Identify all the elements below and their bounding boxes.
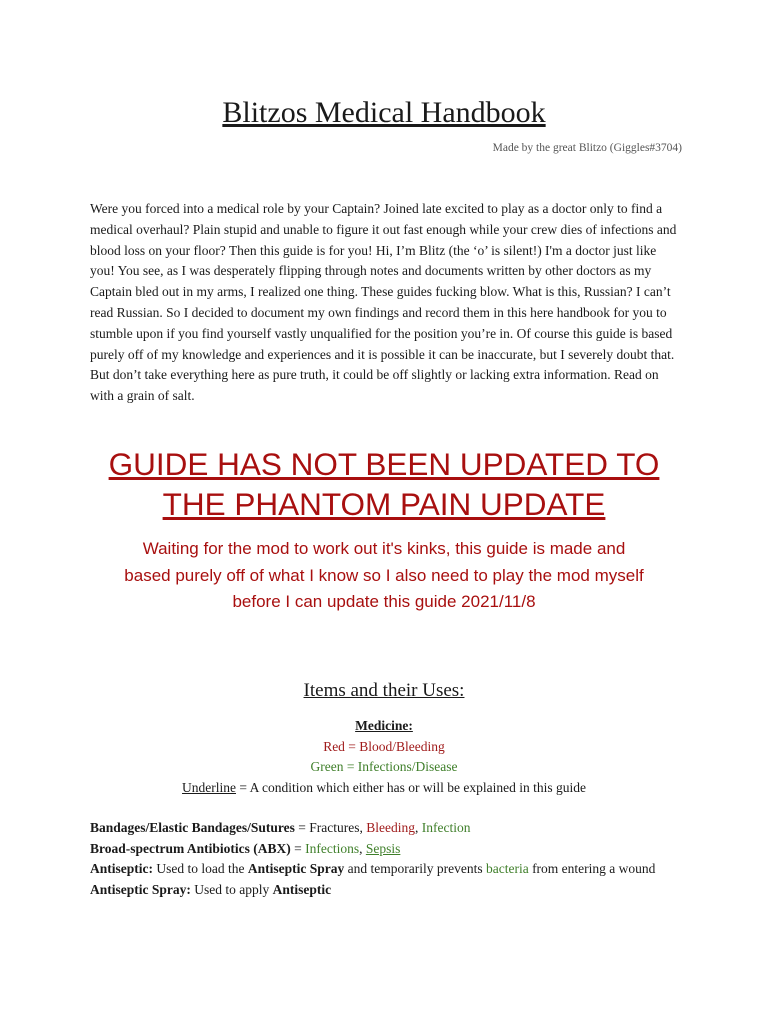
legend-underline-word: Underline: [182, 779, 237, 795]
legend-underline-text: = A condition which either has or will be explained in this guide: [236, 779, 586, 795]
item-entry: [90, 880, 690, 901]
update-warning-heading: [0, 444, 768, 524]
warning-heading-line-2: THE PHANTOM PAIN UPDATE: [162, 486, 606, 522]
color-legend: [0, 716, 768, 798]
legend-red: Red = Blood/Bleeding: [323, 738, 445, 754]
item-description-part: from entering a wound: [528, 861, 656, 876]
warning-note-line-2: based purely off of what I know so I also need to play the mod myself: [124, 565, 644, 585]
warning-heading-line-1: GUIDE HAS NOT BEEN UPDATED TO: [108, 446, 660, 482]
item-name: Bandages/Elastic Bandages/Sutures: [90, 820, 295, 835]
items-section-title: Items and their Uses:: [303, 680, 465, 701]
intro-paragraph: Were you forced into a medical role by your Captain? Joined late excited to play as a doctor only to find a medical overhaul? Plain stupid and unable to figure it out fast enough while your crew dies of infections and blood loss on your floor? Then this guide is for you! Hi, I’m Blitz (the ‘o’ is silent!) I'm a doctor just like you! You see, as I was desperately flipping through notes and documents written by other doctors as my Captain bled out in my arms, I realized one thing. These guides fucking blow. What is this, Russian? I can’t read Russian. So I decided to document my own findings and record them in this here handbook for you to stumble upon if you find yourself vastly unqualified for the position you’re in. Of course this guide is based purely off of my knowledge and experiences and it is possible it can be inaccurate, but I severely doubt that. But don’t take everything here as pure truth, it could be off slightly or lacking extra information. Read on with a grain of salt.: [90, 201, 677, 404]
item-description-part: Bleeding: [366, 820, 416, 835]
item-separator: =: [294, 820, 310, 835]
item-entry: [90, 839, 690, 860]
item-description-part: and temporarily prevents: [344, 861, 486, 876]
item-description-part: Fractures,: [309, 820, 367, 835]
legend-heading: Medicine:: [355, 718, 413, 733]
legend-underline: [0, 778, 768, 799]
item-description-part: Infections: [305, 840, 360, 856]
warning-note-line-3: before I can update this guide 2021/11/8: [232, 592, 536, 611]
author-byline: Made by the great Blitzo (Giggles#3704): [492, 142, 682, 154]
item-entry: [90, 818, 690, 839]
item-description-part: Used to apply: [194, 881, 273, 897]
item-name: Antiseptic Spray:: [90, 881, 191, 897]
update-warning-note: [0, 536, 768, 616]
item-entry: [90, 859, 690, 880]
item-name: Antiseptic:: [90, 861, 153, 876]
items-list: [90, 818, 690, 900]
item-description-part: Antiseptic Spray: [247, 861, 345, 876]
document-title: Blitzos Medical Handbook: [222, 96, 546, 129]
item-description-part: Used to load the: [156, 861, 248, 876]
item-description-part: Infection: [421, 820, 471, 835]
item-description-part: ,: [415, 820, 422, 835]
item-description-part: Antiseptic: [272, 881, 332, 897]
item-separator: =: [290, 840, 306, 856]
item-description-part: Sepsis: [365, 840, 401, 856]
item-description-part: ,: [359, 840, 366, 856]
item-description-part: bacteria: [485, 861, 529, 876]
warning-note-line-1: Waiting for the mod to work out it's kinks, this guide is made and: [142, 539, 626, 558]
item-name: Broad-spectrum Antibiotics (ABX): [90, 840, 291, 856]
legend-green: Green = Infections/Disease: [310, 759, 458, 774]
